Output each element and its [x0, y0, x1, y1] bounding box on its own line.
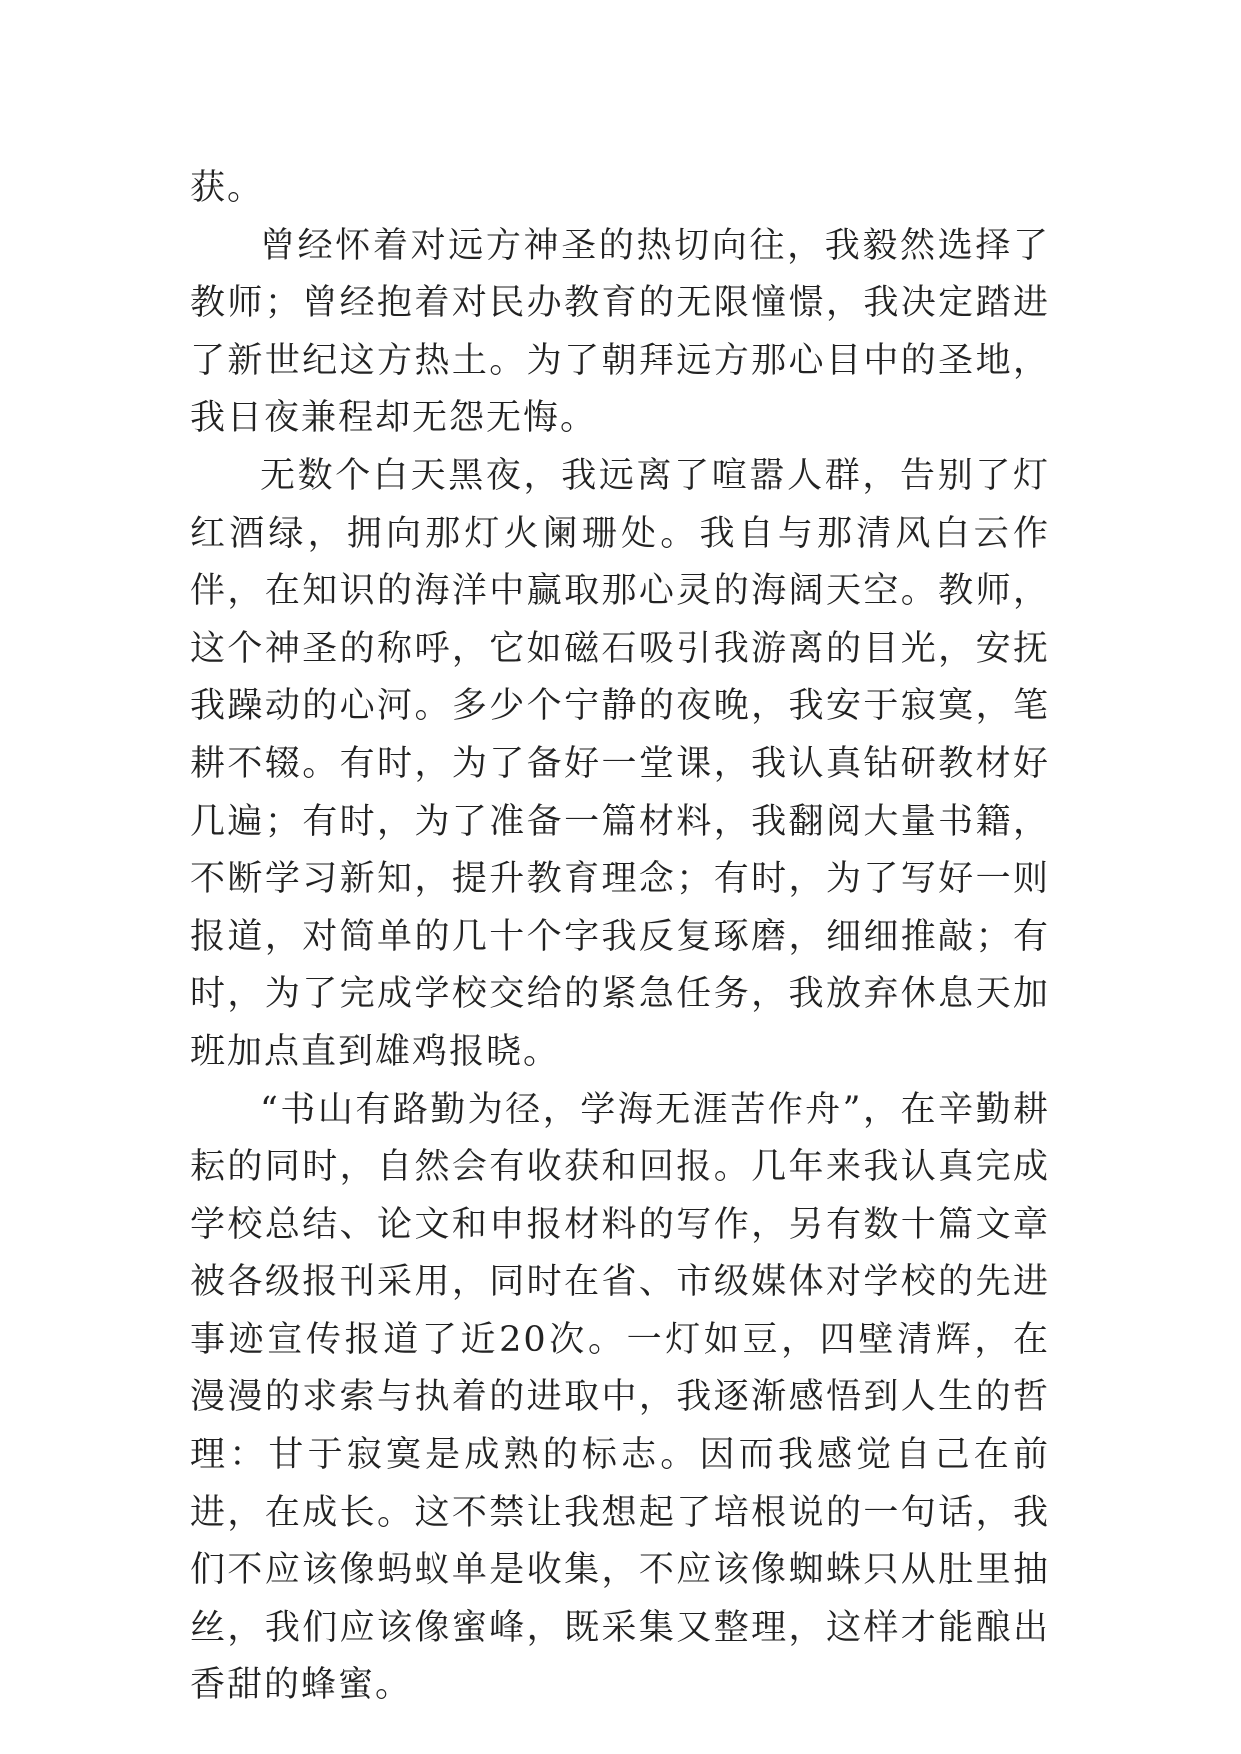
document-body — [190, 160, 1050, 1715]
paragraph-career-choice: 曾经怀着对远方神圣的热切向往，我毅然选择了教师；曾经抱着对民办教育的无限憧憬，我决定踏进了新世纪这方热土。为了朝拜远方那心目中的圣地，我日夜兼程却无怨无悔。 — [190, 225, 1050, 439]
paragraph-achievements: “书山有路勤为径，学海无涯苦作舟”，在辛勤耕耘的同时，自然会有收获和回报。几年来我认真完成学校总结、论文和申报材料的写作，另有数十篇文章被各级报刊采用，同时在省、市级媒体对学校的先进事迹宣传报道了近20次。一灯如豆，四壁清辉，在漫漫的求索与执着的进取中，我逐渐感悟到人生的哲理：甘于寂寞是成熟的标志。因而我感觉自己在前进，在成长。这不禁让我想起了培根说的一句话，我们不应该像蚂蚁单是收集，不应该像蜘蛛只从肚里抽丝，我们应该像蜜峰，既采集又整理，这样才能酿出香甜的蜂蜜。 — [190, 1089, 1050, 1706]
paragraph-continuation: 获。 — [190, 168, 265, 208]
paragraph-dedication: 无数个白天黑夜，我远离了喧嚣人群，告别了灯红酒绿，拥向那灯火阑珊处。我自与那清风白云作伴，在知识的海洋中赢取那心灵的海阔天空。教师，这个神圣的称呼，它如磁石吸引我游离的目光，安抚我躁动的心河。多少个宁静的夜晚，我安于寂寞，笔耕不辍。有时，为了备好一堂课，我认真钻研教材好几遍；有时，为了准备一篇材料，我翻阅大量书籍，不断学习新知，提升教育理念；有时，为了写好一则报道，对简单的几十个字我反复琢磨，细细推敲；有时，为了完成学校交给的紧急任务，我放弃休息天加班加点直到雄鸡报晓。 — [190, 455, 1050, 1072]
